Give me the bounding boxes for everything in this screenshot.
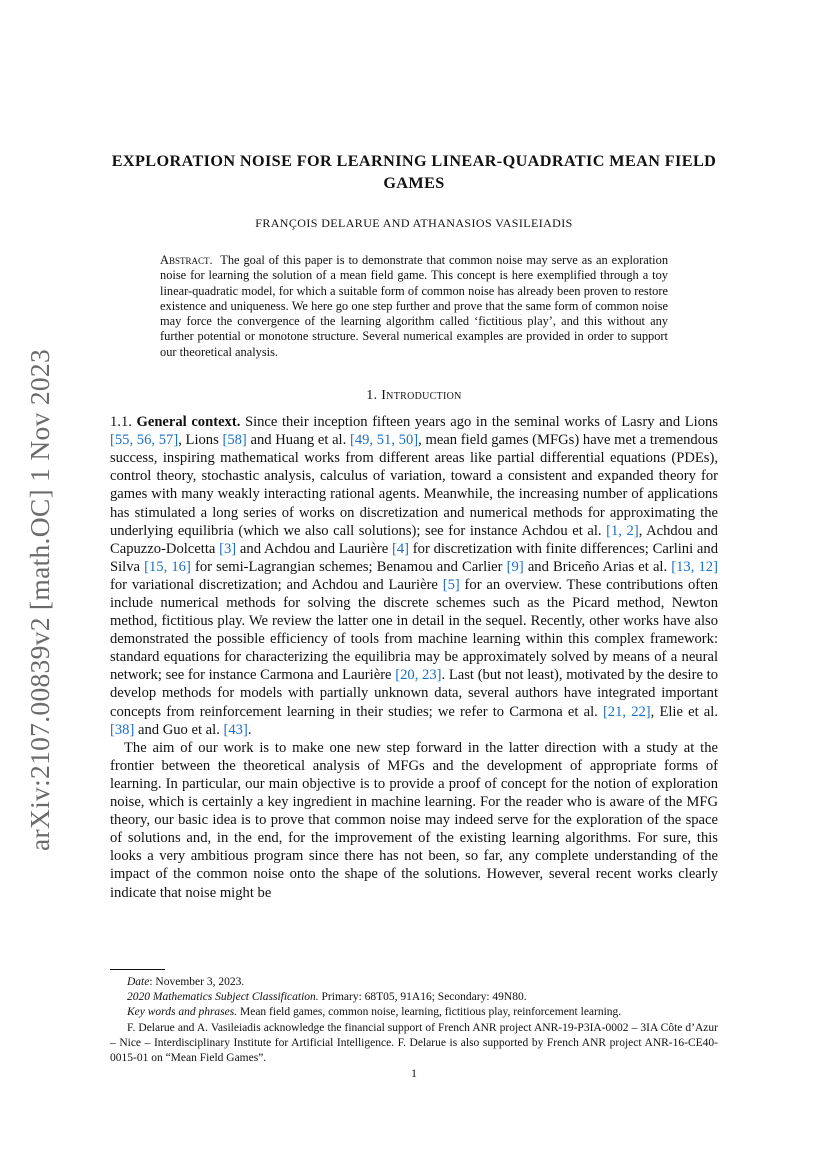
citation-link[interactable]: [55, 56, 57] [110,432,179,449]
footnote-keywords-label: Key words and phrases. [127,1006,238,1019]
footnote-msc-value: Primary: 68T05, 91A16; Secondary: 49N80. [318,991,527,1004]
citation-link[interactable]: [3] [219,540,237,557]
citation-link[interactable]: [9] [506,558,524,575]
footnote-keywords-value: Mean field games, common noise, learning, fictitious play, reinforcement learning. [237,1006,622,1019]
section-title: Introduction [381,388,462,404]
subsection-title: General context. [136,414,241,431]
text-run: and Briceño Arias et al. [523,558,672,575]
text-run: for an overview. These contributions often include numerical methods for solving the discrete schemes such as the Picard method, Newton method, fictitious play. We review the latter one in detail in the sequel. Recently, other works have also demonstrated the possible efficiency of tools from machine learning within this complex framework: standard equations for characterizing the equilibria may be approximately solved by means of a neural network; see for instance Carmona and Laurière [110,576,718,684]
footnote-msc-label: 2020 Mathematics Subject Classification. [127,991,319,1004]
footnote-msc [110,990,718,1005]
abstract [160,253,668,360]
text-run: for semi-Lagrangian schemes; Benamou and Carlier [190,558,507,575]
citation-link[interactable]: [21, 22] [602,703,651,720]
footnote-divider [110,969,165,970]
citation-link[interactable]: [38] [110,721,135,738]
arxiv-identifier-text: arXiv:2107.00839v2 [math.OC] 1 Nov 2023 [24,348,55,852]
text-run: , mean field games (MFGs) have met a tremendous success, inspiring mathematical works from different areas like partial differential equations (PDEs), control theory, stochastic analysis, calculus of variation, toward a consistent and expanded theory for games with many weakly interacting rational agents. Meanwhile, the increasing number of applications has stimulated a long series of works on discretization and numerical methods for approximating the underlying equilibria (which we also call solutions); see for instance Achdou et al. [110,432,718,539]
text-run: and Achdou and Laurière [236,540,392,557]
citation-link[interactable]: [20, 23] [395,667,442,684]
section-heading [110,388,718,404]
paper-page [110,150,718,902]
footnote-date-value: : November 3, 2023. [149,976,245,988]
abstract-text: The goal of this paper is to demonstrate that common noise may serve as an exploration noise for learning the solution of a mean field game. This concept is here exemplified through a toy linear-quadratic model, for which a suitable form of common noise has already been proven to restore existence and uniqueness. We here go one step further and prove that the same form of common noise may force the convergence of the learning algorithm called ‘fictitious play’, and this without any further potential or monotone structure. Several numerical examples are provided in order to support our theoretical analysis. [160,253,669,359]
arxiv-identifier-stamp [20,344,60,856]
citation-link[interactable]: [1, 2] [606,522,639,539]
page-number: 1 [411,1068,417,1080]
paper-authors: FRANÇOIS DELARUE AND ATHANASIOS VASILEIADIS [255,216,573,230]
footnotes [110,975,718,1066]
text-run: Since their inception fifteen years ago in the seminal works of Lasry and Lions [244,414,718,431]
text-run: for discretization with finite differences; Carlini and Silva [110,540,719,575]
citation-link[interactable]: [49, 51, 50] [349,432,419,449]
section-number: 1. [366,388,378,404]
text-run: . [247,721,252,738]
abstract-lead: Abstract. [160,253,213,267]
text-run: and Guo et al. [134,721,224,738]
footnote-date [110,975,718,990]
subsection-number: 1.1. [110,414,132,431]
text-run: , Lions [178,432,223,449]
text-run: . Last (but not least), motivated by the desire to develop methods for models with partially unknown data, several authors have integrated important concepts from reinforcement learning in their studies; we refer to Carmona et al. [110,667,718,720]
footnote-funding: F. Delarue and A. Vasileiadis acknowledge the financial support of French ANR project ANR-19-P3IA-0002 – 3IA Côte d’Azur – Nice – Interdisciplinary Institute for Artificial Intelligence. F. Delarue is also supported by French ANR project ANR-16-CE40-0015-01 on “Mean Field Games”. [110,1021,718,1065]
text-run: , Elie et al. [650,703,718,720]
citation-link[interactable]: [13, 12] [671,558,718,575]
intro-paragraph-2: The aim of our work is to make one new step forward in the latter direction with a study at the frontier between the theoretical analysis of MFGs and the development of appropriate forms of learning. In particular, our main objective is to provide a proof of concept for the notion of exploration noise, which is certainly a key ingredient in machine learning. For the reader who is aware of the MFG theory, our basic idea is to prove that common noise may indeed serve for the exploration of the space of solutions and, in the end, for the improvement of the existing learning algorithms. For sure, this looks a very ambitious program since there has not been, so far, any complete understanding of the impact of the common noise onto the shape of the solutions. However, several recent works clearly indicate that noise might be [110,739,718,901]
citation-link[interactable]: [58] [222,432,247,449]
text-run: , Achdou and Capuzzo-Dolcetta [110,522,718,557]
citation-link[interactable]: [15, 16] [144,558,191,575]
footnote-date-label: Date [127,976,150,988]
citation-link[interactable]: [43] [223,721,248,738]
intro-paragraph-1 [110,413,718,739]
text-run: and Huang et al. [246,432,350,449]
paper-title: EXPLORATION NOISE FOR LEARNING LINEAR-QUADRATIC MEAN FIELD GAMES [111,152,717,192]
footnote-keywords [110,1005,718,1020]
citation-link[interactable]: [5] [442,576,460,593]
text-run: for variational discretization; and Achdou and Laurière [110,576,443,593]
citation-link[interactable]: [4] [391,540,410,557]
